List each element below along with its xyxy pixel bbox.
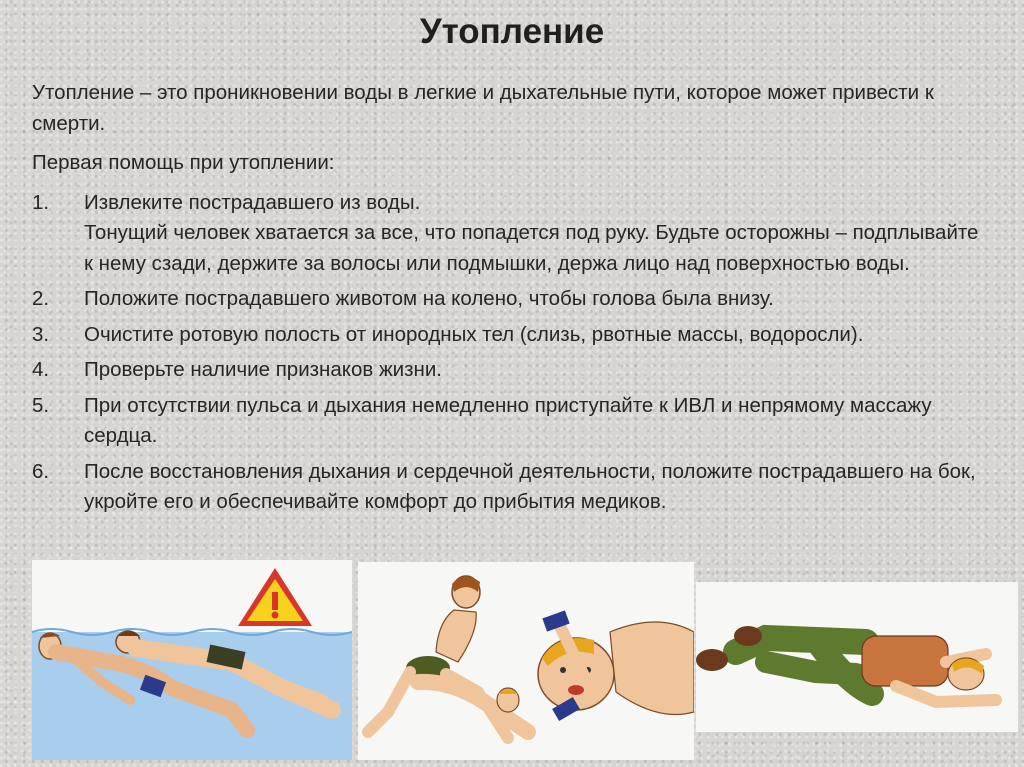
step-text: При отсутствии пульса и дыхания немедленно приступайте к ИВЛ и непрямому массажу сердца. <box>84 393 932 447</box>
content-block <box>32 78 992 523</box>
first-aid-heading: Первая помощь при утоплении: <box>32 151 335 174</box>
page-title: Утопление <box>419 12 605 51</box>
knee-drain-illustration <box>358 562 694 760</box>
list-item <box>32 320 992 351</box>
step-text: Проверьте наличие признаков жизни. <box>84 358 442 381</box>
list-item <box>32 355 992 386</box>
step-text: Положите пострадавшего животом на колено, чтобы голова была внизу. <box>84 287 774 310</box>
list-item <box>32 457 992 518</box>
step-number: 3. <box>32 322 50 346</box>
step-number: 6. <box>32 459 50 483</box>
warning-triangle-icon <box>238 568 312 626</box>
list-item <box>32 284 992 315</box>
list-item <box>32 391 992 452</box>
recovery-position-illustration <box>696 582 1018 732</box>
mouth-cleaning-illustration <box>538 610 694 721</box>
definition-text: Утопление – это проникновении воды в легкие и дыхательные пути, которое может привести к смерти. <box>32 81 934 135</box>
step-number: 2. <box>32 287 50 310</box>
steps-list <box>32 188 992 518</box>
step-text: Очистите ротовую полость от инородных тел (слизь, рвотные массы, водоросли). <box>84 322 864 346</box>
step-text: После восстановления дыхания и сердечной деятельности, положите пострадавшего на бок, укройте его и обеспечивайте комфорт до прибытия медиков. <box>84 459 976 513</box>
step-text: Извлеките пострадавшего из воды. <box>84 190 421 214</box>
list-item <box>32 188 992 280</box>
step-number: 4. <box>32 358 50 381</box>
step-detail: Тонущий человек хватается за все, что попадется под руку. Будьте осторожны – подплывайте к нему сзади, держите за волосы или подмышки, держа лицо над поверхностью воды. <box>84 221 979 275</box>
step-number: 5. <box>32 393 50 417</box>
step-number: 1. <box>32 190 50 214</box>
rescue-swimming-illustration <box>32 560 352 760</box>
